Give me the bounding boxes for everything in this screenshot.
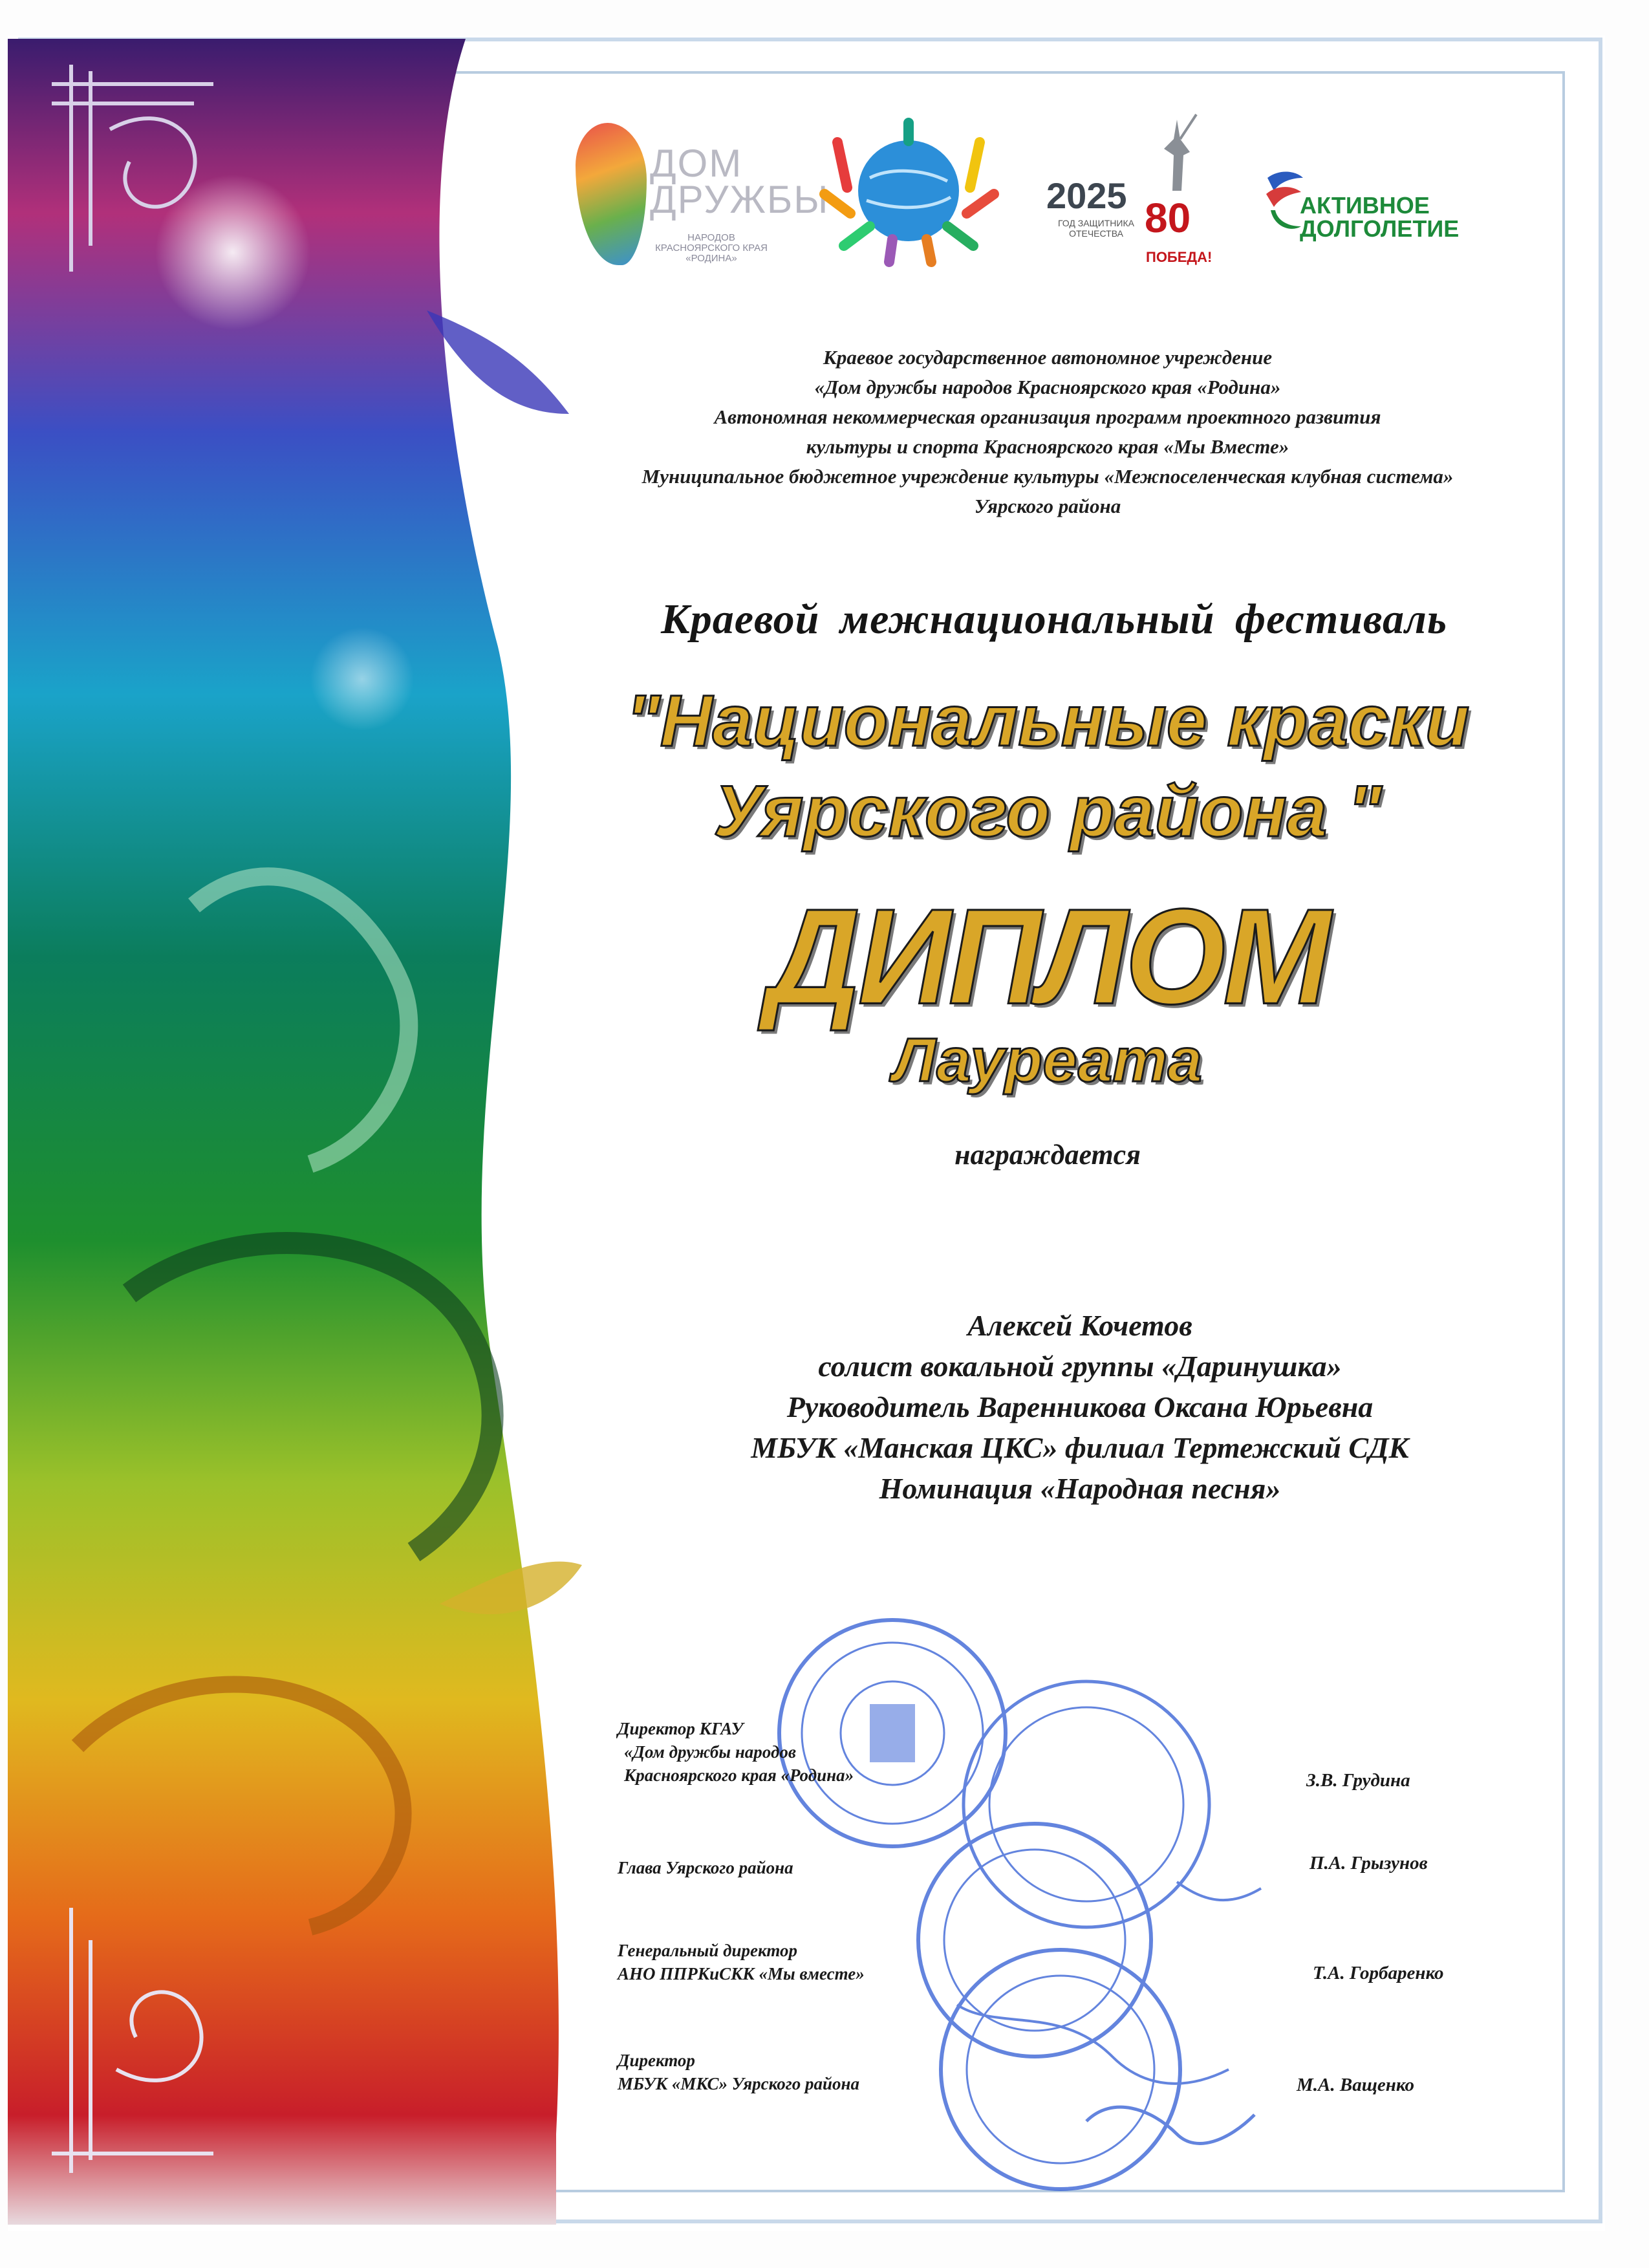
active-longevity-title: АКТИВНОЕ ДОЛГОЛЕТИЕ xyxy=(1300,192,1460,242)
signatory-1-position-line-2: «Дом дружбы народов xyxy=(624,1742,796,1762)
awarded-text: награждается xyxy=(954,1139,1141,1171)
anniversary-number: 80 xyxy=(1145,195,1191,241)
victory-text: ПОБЕДА! xyxy=(1146,249,1212,265)
signatory-4-position xyxy=(618,2049,859,2095)
dom-druzhby-subtitle: НАРОДОВ КРАСНОЯРСКОГО КРАЯ «РОДИНА» xyxy=(655,232,768,264)
organizer-line-1: Краевое государственное автономное учреждение xyxy=(823,346,1273,369)
signatory-3-name: Т.А. Горбаренко xyxy=(1313,1963,1444,1983)
festival-title: Краевой межнациональный фестиваль xyxy=(660,596,1448,643)
recipient-organization: МБУК «Манская ЦКС» филиал Тертежский СДК xyxy=(751,1431,1409,1464)
dom-druzhby-logo xyxy=(576,110,830,272)
festival-name-line-1: "Национальные краски xyxy=(625,680,1470,761)
signatory-1-position xyxy=(618,1717,854,1787)
signatory-3-position-line-2: АНО ППРКиСКК «Мы вместе» xyxy=(618,1964,865,1983)
organizer-line-5: Муниципальное бюджетное учреждение культуры «Межпоселенческая клубная система» xyxy=(641,465,1454,488)
year-text: 2025 xyxy=(1046,175,1127,216)
decorative-floral-panel xyxy=(0,0,582,2268)
organizer-line-3: Автономная некоммерческая организация программ проектного развития xyxy=(714,405,1381,428)
year-2025-logo xyxy=(1035,113,1229,281)
organizer-line-4: культуры и спорта Красноярского края «Мы Вместе» xyxy=(806,435,1289,458)
organizer-line-2: «Дом дружбы народов Красноярского края «Родина» xyxy=(814,376,1281,398)
organizer-line-6: Уярского района xyxy=(974,495,1121,517)
signatory-4-position-line-1: Директор xyxy=(618,2051,695,2070)
signatory-2-position xyxy=(618,1856,793,1879)
year-subtitle: ГОД ЗАЩИТНИКА ОТЕЧЕСТВА xyxy=(1058,218,1134,239)
recipient-role: солист вокальной группы «Даринушка» xyxy=(818,1350,1342,1383)
signatory-2-name: П.А. Грызунов xyxy=(1310,1853,1428,1874)
recipient-nomination: Номинация «Народная песня» xyxy=(879,1472,1281,1505)
signatory-1-name: З.В. Грудина xyxy=(1306,1770,1410,1791)
festival-name-line-2: Уярского района " xyxy=(713,771,1382,852)
signatory-2-position-line-1: Глава Уярского района xyxy=(618,1858,793,1877)
signatory-1-position-line-3: Красноярского края «Родина» xyxy=(624,1766,854,1785)
signatory-4-name: М.А. Ващенко xyxy=(1297,2075,1414,2095)
globe-people-logo xyxy=(812,116,1006,272)
recipient-leader: Руководитель Варенникова Оксана Юрьевна xyxy=(786,1390,1374,1423)
motherland-statue-icon xyxy=(1154,113,1200,197)
active-longevity-logo xyxy=(1261,158,1507,243)
diploma-heading: ДИПЛОМ xyxy=(767,881,1328,1033)
signatory-3-position xyxy=(618,1939,865,1985)
dom-druzhby-title: ДОМ ДРУЖБЫ xyxy=(650,142,830,221)
signatory-1-position-line-1: Директор КГАУ xyxy=(618,1719,744,1738)
signatory-4-position-line-2: МБУК «МКС» Уярского района xyxy=(618,2074,860,2093)
signatory-3-position-line-1: Генеральный директор xyxy=(618,1941,798,1960)
official-stamps xyxy=(724,1604,1306,2199)
krasnoyarsk-map-icon xyxy=(576,123,647,265)
recipient-name: Алексей Кочетов xyxy=(967,1309,1192,1342)
laureate-heading: Лауреата xyxy=(893,1026,1202,1095)
